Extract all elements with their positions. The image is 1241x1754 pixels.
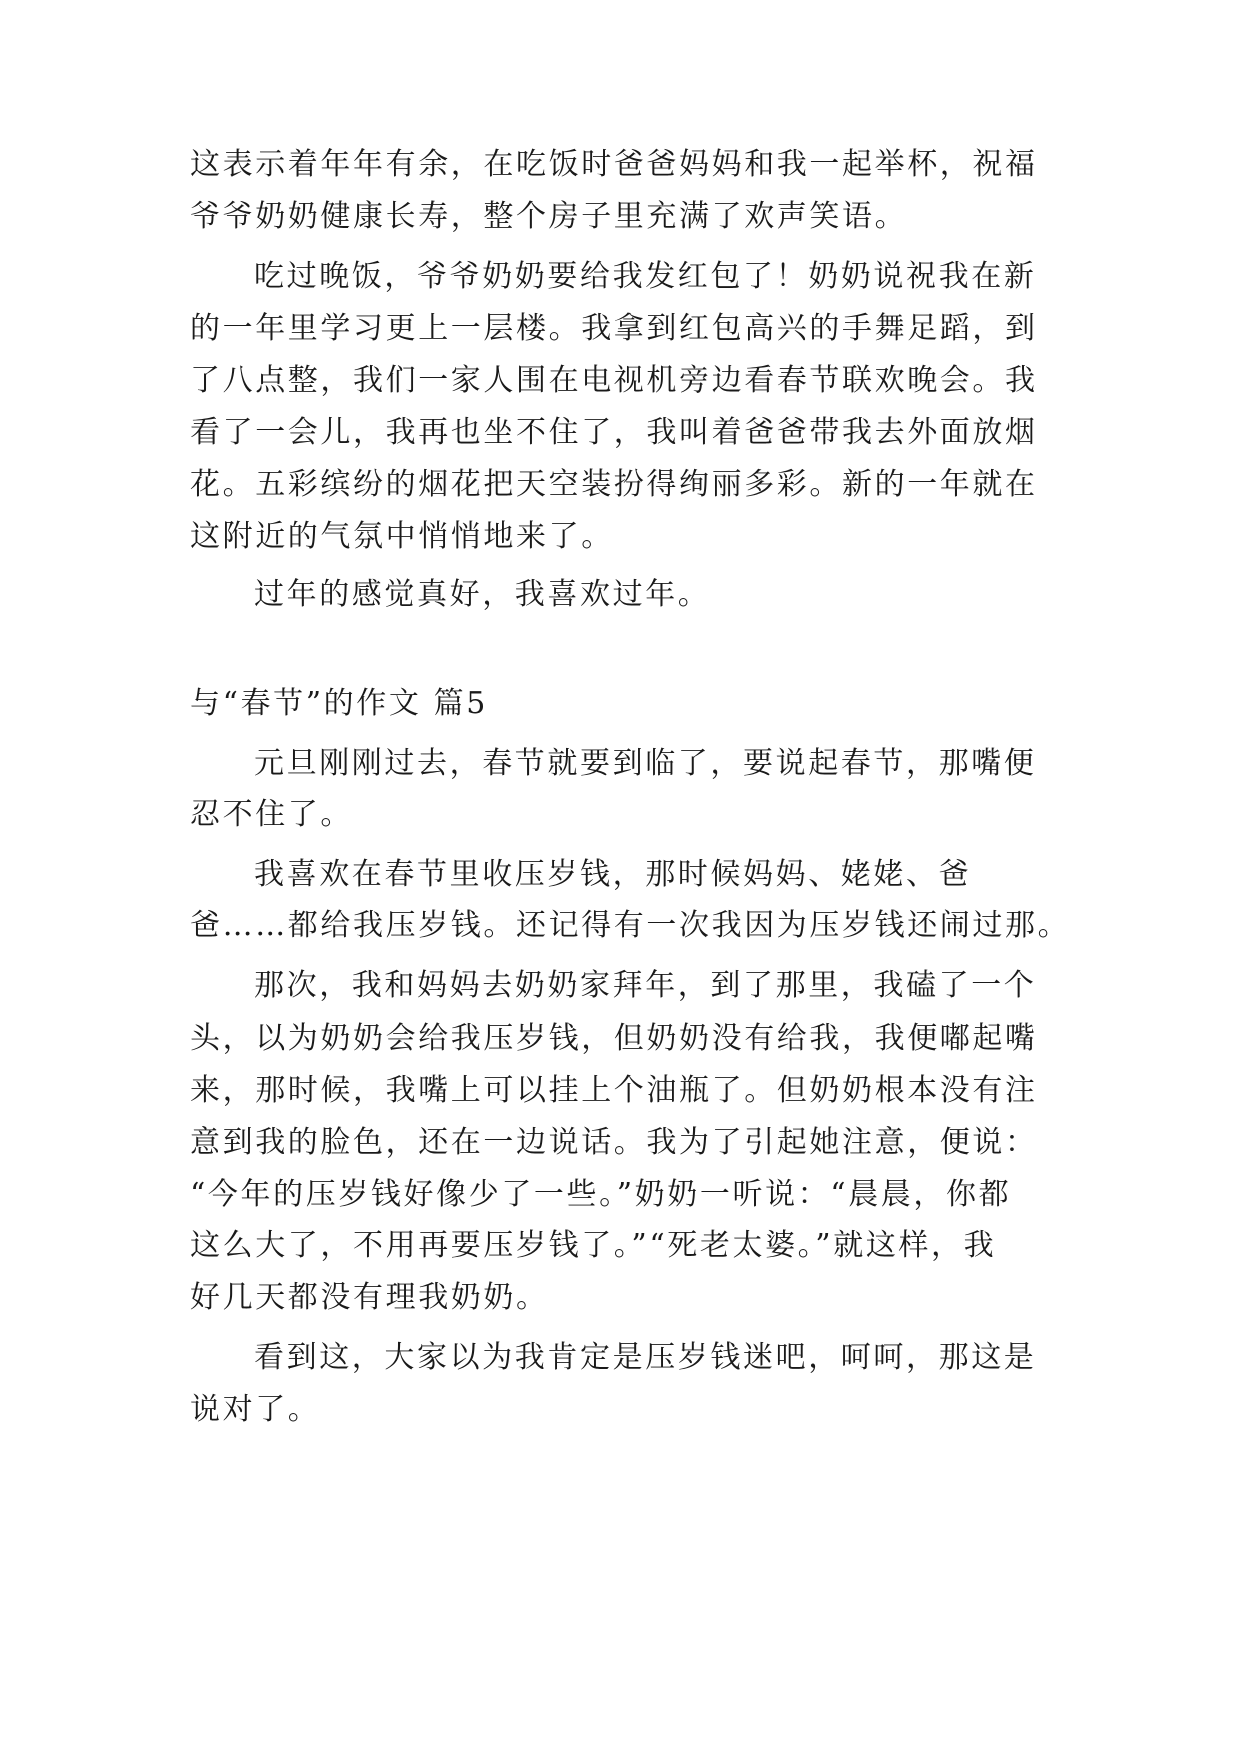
paragraph-start-line: 过年的感觉真好，我喜欢过年。 <box>254 577 711 612</box>
text-line: 这表示着年年有余，在吃饭时爸爸妈妈和我一起举杯，祝福 <box>190 147 1038 182</box>
section-heading: 与“春节”的作文 篇5 <box>190 686 488 721</box>
paragraph-start-line: 我喜欢在春节里收压岁钱，那时候妈妈、姥姥、爸 <box>254 857 972 892</box>
text-line: 看了一会儿，我再也坐不住了，我叫着爸爸带我去外面放烟 <box>190 415 1038 450</box>
text-line: 爷爷奶奶健康长寿，整个房子里充满了欢声笑语。 <box>190 199 908 234</box>
text-line: 花。五彩缤纷的烟花把天空装扮得绚丽多彩。新的一年就在 <box>190 467 1038 502</box>
text-line: 这么大了，不用再要压岁钱了。”“死老太婆。”就这样，我 <box>190 1228 997 1263</box>
text-line: 的一年里学习更上一层楼。我拿到红包高兴的手舞足蹈，到 <box>190 311 1038 346</box>
text-line: 好几天都没有理我奶奶。 <box>190 1280 549 1315</box>
text-line: 忍不住了。 <box>190 797 353 832</box>
paragraph-start-line: 元旦刚刚过去，春节就要到临了，要说起春节，那嘴便 <box>254 746 1037 781</box>
paragraph-start-line: 吃过晚饭，爷爷奶奶要给我发红包了！奶奶说祝我在新 <box>254 259 1037 294</box>
text-line: 爸……都给我压岁钱。还记得有一次我因为压岁钱还闹过那。 <box>190 908 1071 943</box>
text-line: 来，那时候，我嘴上可以挂上个油瓶了。但奶奶根本没有注 <box>190 1073 1038 1108</box>
text-line: 这附近的气氛中悄悄地来了。 <box>190 519 614 554</box>
text-line: 了八点整，我们一家人围在电视机旁边看春节联欢晚会。我 <box>190 363 1038 398</box>
text-line: 头，以为奶奶会给我压岁钱，但奶奶没有给我，我便嘟起嘴 <box>190 1021 1038 1056</box>
text-line: “今年的压岁钱好像少了一些。”奶奶一听说：“晨晨，你都 <box>190 1177 1012 1212</box>
paragraph-start-line: 看到这，大家以为我肯定是压岁钱迷吧，呵呵，那这是 <box>254 1340 1037 1375</box>
text-line: 意到我的脸色，还在一边说话。我为了引起她注意，便说： <box>190 1125 1038 1160</box>
paragraph-start-line: 那次，我和妈妈去奶奶家拜年，到了那里，我磕了一个 <box>254 968 1037 1003</box>
text-line: 说对了。 <box>190 1392 321 1427</box>
